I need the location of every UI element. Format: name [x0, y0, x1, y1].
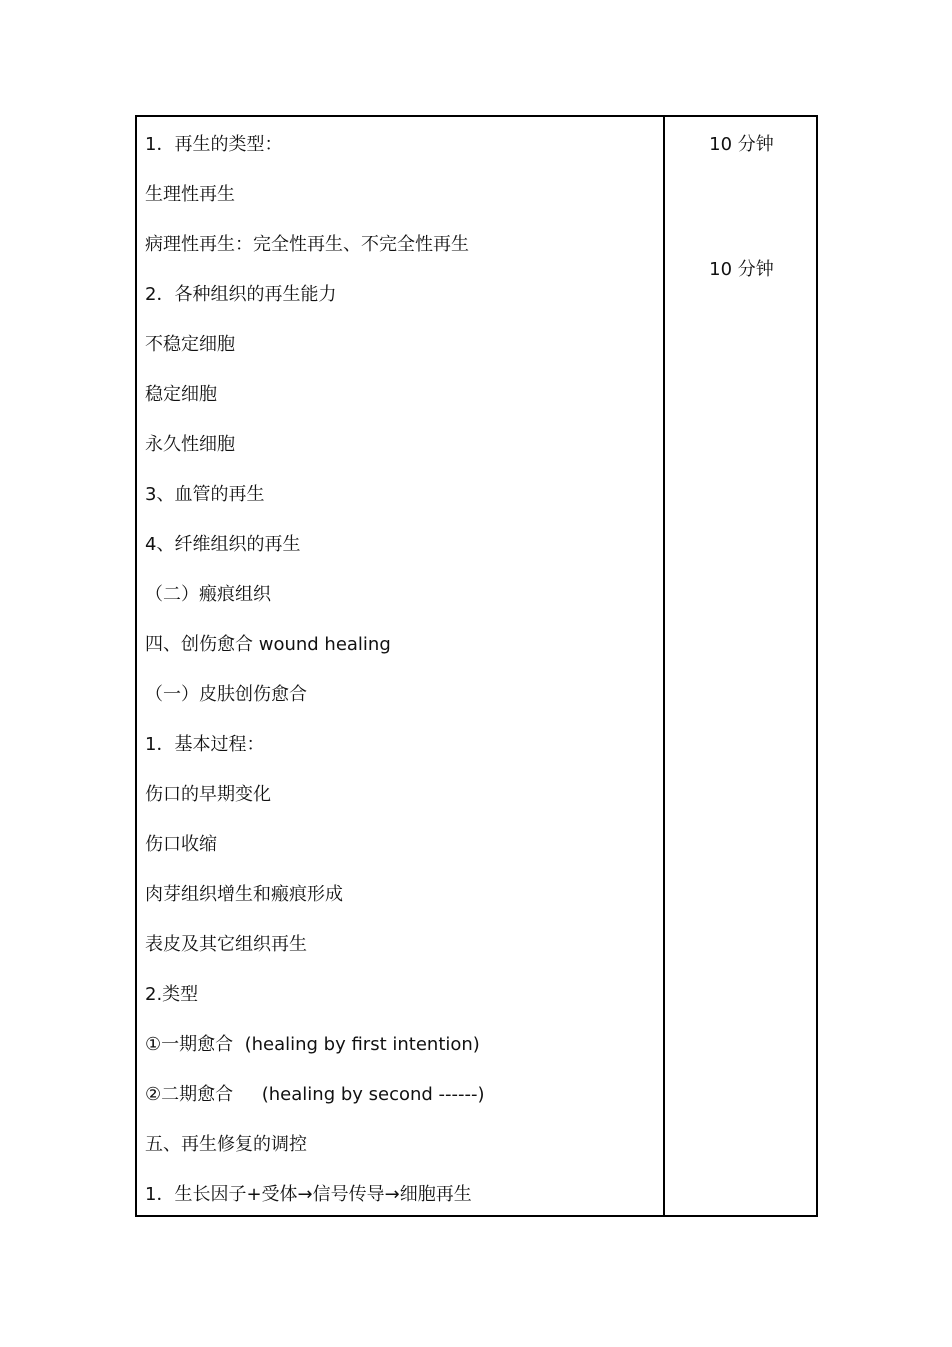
content-line: 2.类型 — [145, 984, 199, 1005]
content-line: 1．再生的类型： — [145, 134, 283, 155]
content-line: 3、血管的再生 — [145, 484, 265, 505]
content-line: ①一期愈合 (healing by first intention) — [145, 1034, 480, 1055]
content-line: 1．生长因子+受体→信号传导→细胞再生 — [145, 1184, 472, 1205]
content-line: 四、创伤愈合 wound healing — [145, 634, 391, 655]
time-allocation: 10 分钟 — [709, 134, 774, 155]
content-line: 4、纤维组织的再生 — [145, 534, 301, 555]
content-line: 生理性再生 — [145, 184, 235, 205]
content-line: 稳定细胞 — [145, 384, 217, 405]
content-line: 表皮及其它组织再生 — [145, 934, 307, 955]
content-line: 肉芽组织增生和瘢痕形成 — [145, 884, 343, 905]
content-line: 2．各种组织的再生能力 — [145, 284, 337, 305]
content-line: 五、再生修复的调控 — [145, 1134, 307, 1155]
content-line: 1．基本过程： — [145, 734, 265, 755]
content-line: 伤口收缩 — [145, 834, 217, 855]
content-line: 伤口的早期变化 — [145, 784, 271, 805]
time-allocation: 10 分钟 — [709, 259, 774, 280]
content-line: （二）瘢痕组织 — [145, 584, 271, 605]
content-line: （一）皮肤创伤愈合 — [145, 684, 307, 705]
lesson-plan-table — [135, 115, 818, 1217]
content-line: 永久性细胞 — [145, 434, 235, 455]
content-line: 不稳定细胞 — [145, 334, 235, 355]
content-column — [145, 133, 657, 1233]
content-line: ②二期愈合 (healing by second ------) — [145, 1084, 485, 1105]
content-line: 病理性再生：完全性再生、不完全性再生 — [145, 234, 469, 255]
